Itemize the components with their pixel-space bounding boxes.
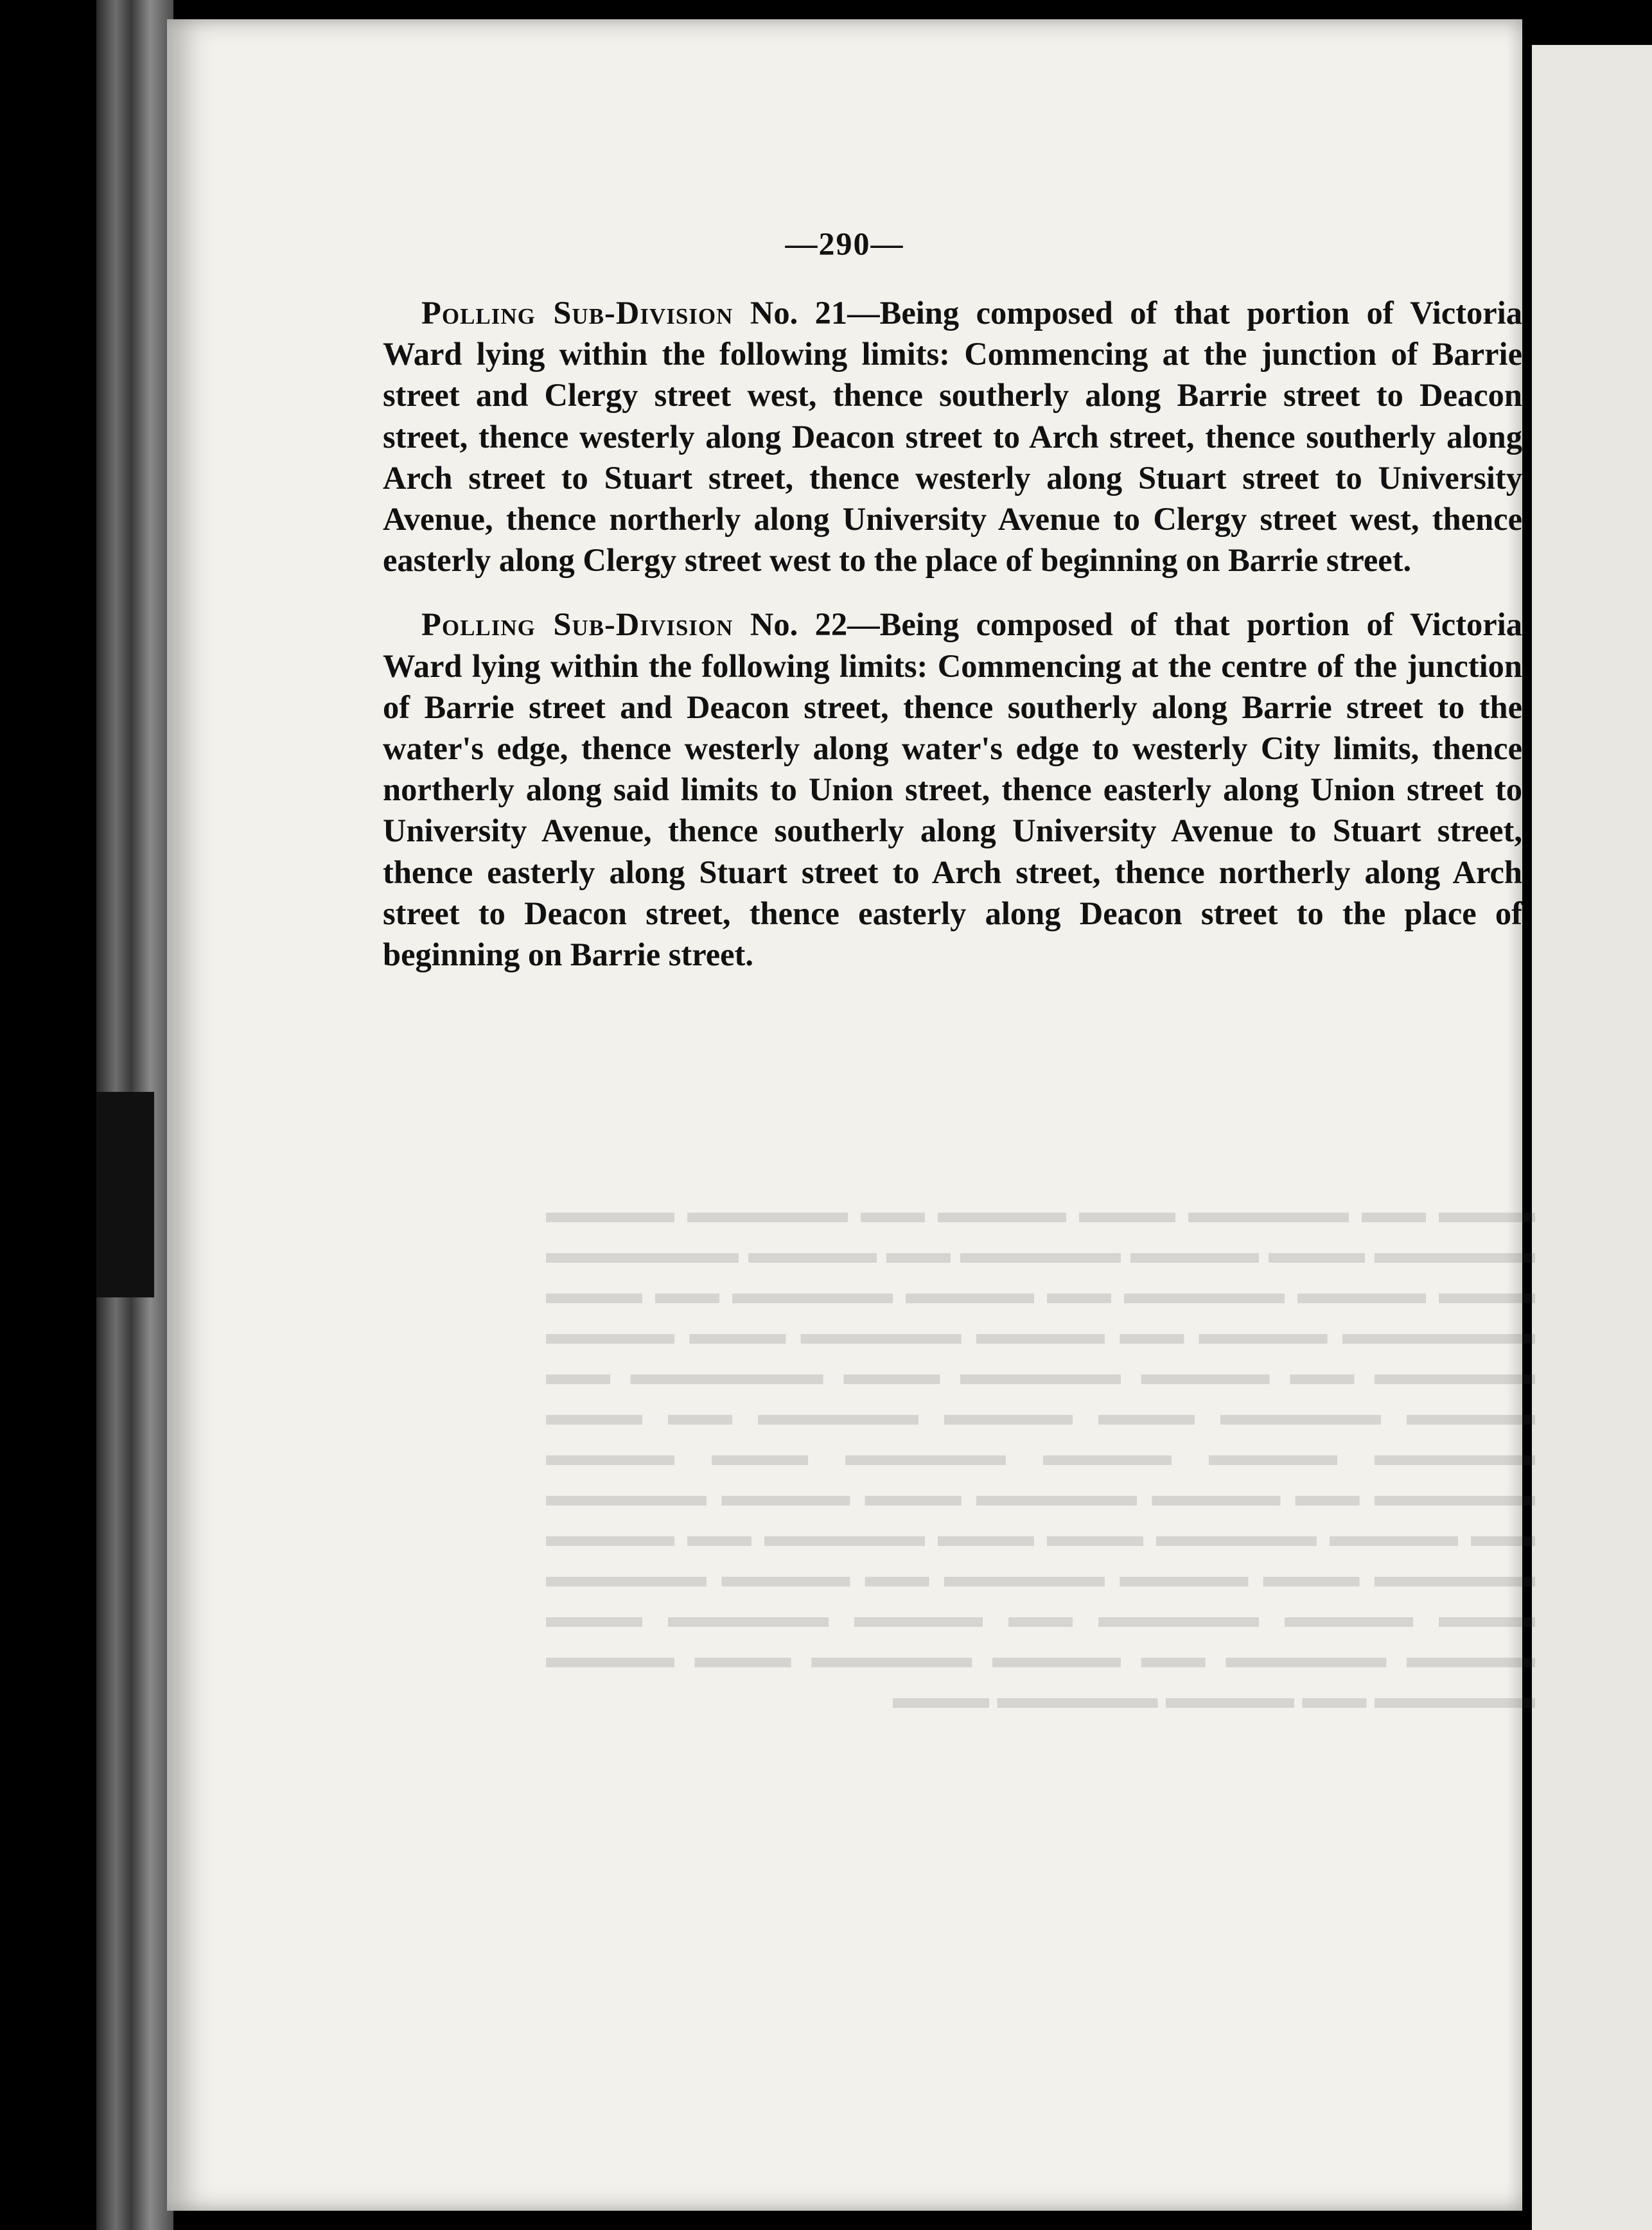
- paragraph-body: No. 22—Being composed of that portion of Victoria Ward lying within the following limits: Commencing at the centre of the junction of Barrie street and Deacon street, thence southerly along Barrie street to the water's edge, thence westerly along water's edge to westerly City limits, thence northerly along said limits to Union street, thence easterly along Union street to University Avenue, thence southerly along University Avenue to Stuart street, thence easterly along Stuart street to Arch street, thence northerly along Arch street to Deacon street, thence easterly along Deacon street to the place of beginning on Barrie street.: [383, 606, 1522, 973]
- facing-page-edge: [1532, 45, 1652, 2230]
- paragraph-body: No. 21—Being composed of that portion of Victoria Ward lying within the following limits: Commencing at the junction of Barrie street and Clergy street west, thence southerly along Barrie street to Deacon street, thence westerly along Deacon street to Arch street, thence southerly along Arch street to Stuart street, thence westerly along Stuart street to University Avenue, thence northerly along University Avenue to Clergy street west, thence easterly along Clergy street west to the place of beginning on Barrie street.: [383, 295, 1522, 579]
- paragraph-sub-division-21: [383, 292, 1522, 581]
- book-binding-shadow: [96, 1092, 154, 1297]
- paragraph-sub-division-22: [383, 604, 1522, 975]
- page-number: —290—: [785, 225, 904, 261]
- body-text: [383, 292, 1522, 998]
- document-page: [167, 19, 1535, 2211]
- bleed-through-texture: ​▬▬▬ ▬▬ ▬▬▬▬▬ ▬▬▬ ▬▬▬▬ ▬▬ ▬▬▬▬▬ ▬▬▬▬ ▬▬▬▬▬ ▬▬▬ ▬▬▬▬ ▬▬▬▬▬ ▬▬ ▬▬▬▬ ▬▬▬▬▬▬ ▬▬▬ ▬▬▬▬ ▬▬▬▬▬ ▬▬ ▬▬▬▬ ▬▬▬▬▬ ▬▬ ▬▬▬ ▬▬▬▬▬▬ ▬▬▬▬ ▬▬ ▬▬▬▬ ▬▬▬▬▬ ▬▬▬ ▬▬▬▬ ▬▬▬▬▬ ▬▬ ▬▬▬▬ ▬▬▬▬▬ ▬▬▬ ▬▬▬▬▬▬ ▬▬ ▬▬▬▬ ▬▬▬▬▬ ▬▬▬ ▬▬▬▬ ▬▬▬▬▬ ▬▬ ▬▬▬ ▬▬▬▬▬ ▬▬▬▬ ▬▬▬▬ ▬▬▬▬▬ ▬▬▬ ▬▬▬▬ ▬▬▬▬▬ ▬▬ ▬▬▬▬ ▬▬▬▬▬ ▬▬▬ ▬▬▬▬ ▬▬▬▬▬ ▬▬ ▬▬▬▬ ▬▬▬▬▬ ▬▬▬ ▬▬▬ ▬▬▬▬▬ ▬▬ ▬▬▬▬ ▬▬▬▬▬ ▬▬▬ ▬▬▬▬ ▬▬▬▬▬ ▬▬ ▬▬▬▬ ▬▬▬▬▬ ▬▬▬ ▬▬▬▬ ▬▬▬▬▬ ▬▬ ▬▬▬▬ ▬▬▬▬▬ ▬▬▬ ▬▬▬▬ ▬▬▬▬▬ ▬▬ ▬▬▬▬ ▬▬▬▬▬ ▬▬▬ ▬▬▬▬ ▬▬▬▬▬ ▬▬ ▬▬▬▬ ▬▬▬▬▬ ▬▬▬: [546, 1193, 1535, 1715]
- paragraph-heading: Polling Sub-Division: [421, 295, 734, 331]
- paragraph-heading: Polling Sub-Division: [421, 606, 734, 643]
